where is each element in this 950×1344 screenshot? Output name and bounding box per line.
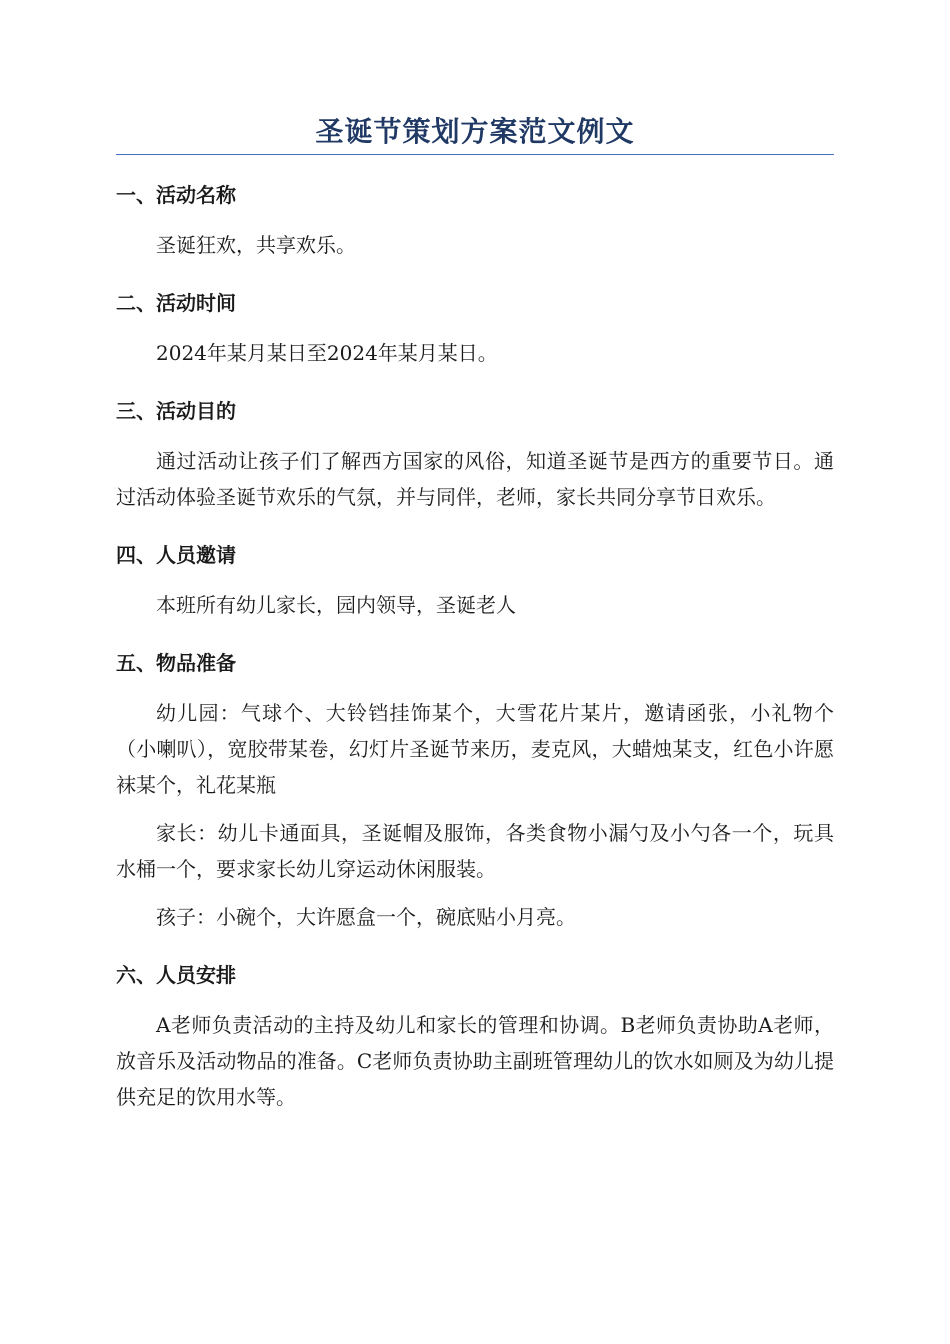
section-heading-time: 二、活动时间 (116, 291, 236, 315)
section-paragraph: 圣诞狂欢，共享欢乐。 (156, 233, 356, 257)
document-page (116, 112, 834, 1115)
section-paragraph: 孩子：小碗个，大许愿盒一个，碗底贴小月亮。 (156, 905, 576, 929)
section-heading-name: 一、活动名称 (116, 183, 236, 207)
section-paragraph: 家长：幼儿卡通面具，圣诞帽及服饰，各类食物小漏勺及小勺各一个，玩具水桶一个，要求家长幼儿穿运动休闲服装。 (116, 821, 834, 881)
document-title: 圣诞节策划方案范文例文 (315, 115, 635, 148)
section-paragraph: 本班所有幼儿家长，园内领导，圣诞老人 (156, 593, 516, 617)
section-heading-invitation: 四、人员邀请 (116, 543, 236, 567)
section-heading-staffing: 六、人员安排 (116, 963, 236, 987)
section-paragraph: 通过活动让孩子们了解西方国家的风俗，知道圣诞节是西方的重要节日。通过活动体验圣诞节欢乐的气氛，并与同伴，老师，家长共同分享节日欢乐。 (116, 449, 834, 509)
section-paragraph: A老师负责活动的主持及幼儿和家长的管理和协调。B老师负责协助A老师，放音乐及活动物品的准备。C老师负责协助主副班管理幼儿的饮水如厕及为幼儿提供充足的饮用水等。 (116, 1013, 834, 1109)
section-heading-purpose: 三、活动目的 (116, 399, 236, 423)
section-paragraph: 2024年某月某日至2024年某月某日。 (156, 341, 498, 365)
section-paragraph: 幼儿园：气球个、大铃铛挂饰某个，大雪花片某片，邀请函张，小礼物个（小喇叭），宽胶带某卷，幻灯片圣诞节来历，麦克风，大蜡烛某支，红色小许愿袜某个，礼花某瓶 (116, 701, 834, 797)
section-heading-materials: 五、物品准备 (116, 651, 236, 675)
title-underline (116, 154, 834, 155)
